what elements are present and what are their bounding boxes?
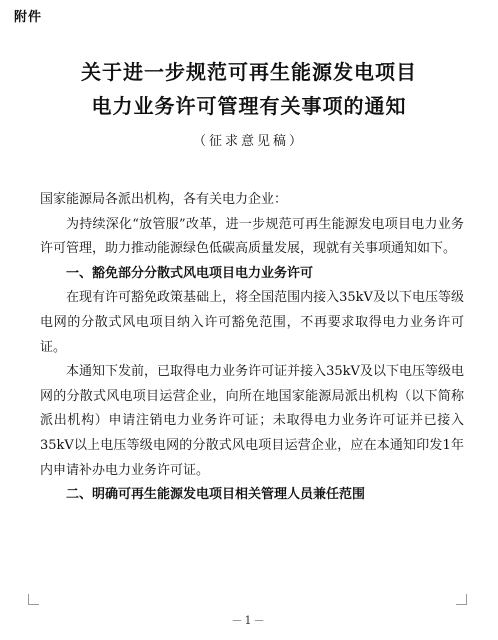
intro-paragraph: 为持续深化“放管服”改革，进一步规范可再生能源发电项目电力业务许可管理，助力推动能源绿色低碳高质量发展，现就有关事项通知如下。	[40, 216, 464, 257]
document-title-line-2: 电力业务许可管理有关事项的通知	[91, 94, 407, 118]
document-title-line-1: 关于进一步规范可再生能源发电项目	[81, 60, 417, 84]
salutation: 国家能源局各派出机构，各有关电力企业：	[40, 192, 288, 207]
section-1-paragraph-1: 在现有许可豁免政策基础上，将全国范围内接入35kV及以下电压等级电网的分散式风电项目纳入许可豁免范围，不再要求取得电力业务许可证。	[40, 290, 464, 355]
page-number: －1－	[231, 614, 267, 627]
page-corner-mark-right	[456, 594, 467, 605]
section-1-heading: 一、豁免部分分散式风电项目电力业务许可	[66, 265, 314, 281]
attachment-label: 附件	[14, 10, 43, 25]
section-1-paragraph-2: 本通知下发前，已取得电力业务许可证并接入35kV及以下电压等级电网的分散式风电项目运营企业，向所在地国家能源局派出机构（以下简称派出机构）申请注销电力业务许可证；未取得电力业务许可证并已接入35kV以上电压等级电网的分散式风电项目运营企业，应在本通知印发1年内申请补办电力业务许可证。	[40, 364, 464, 478]
section-2-heading: 二、明确可再生能源发电项目相关管理人员兼任范围	[66, 487, 366, 503]
page-corner-mark-left	[28, 594, 39, 605]
draft-subtitle: （征求意见稿）	[192, 134, 305, 149]
document-body	[40, 188, 464, 508]
